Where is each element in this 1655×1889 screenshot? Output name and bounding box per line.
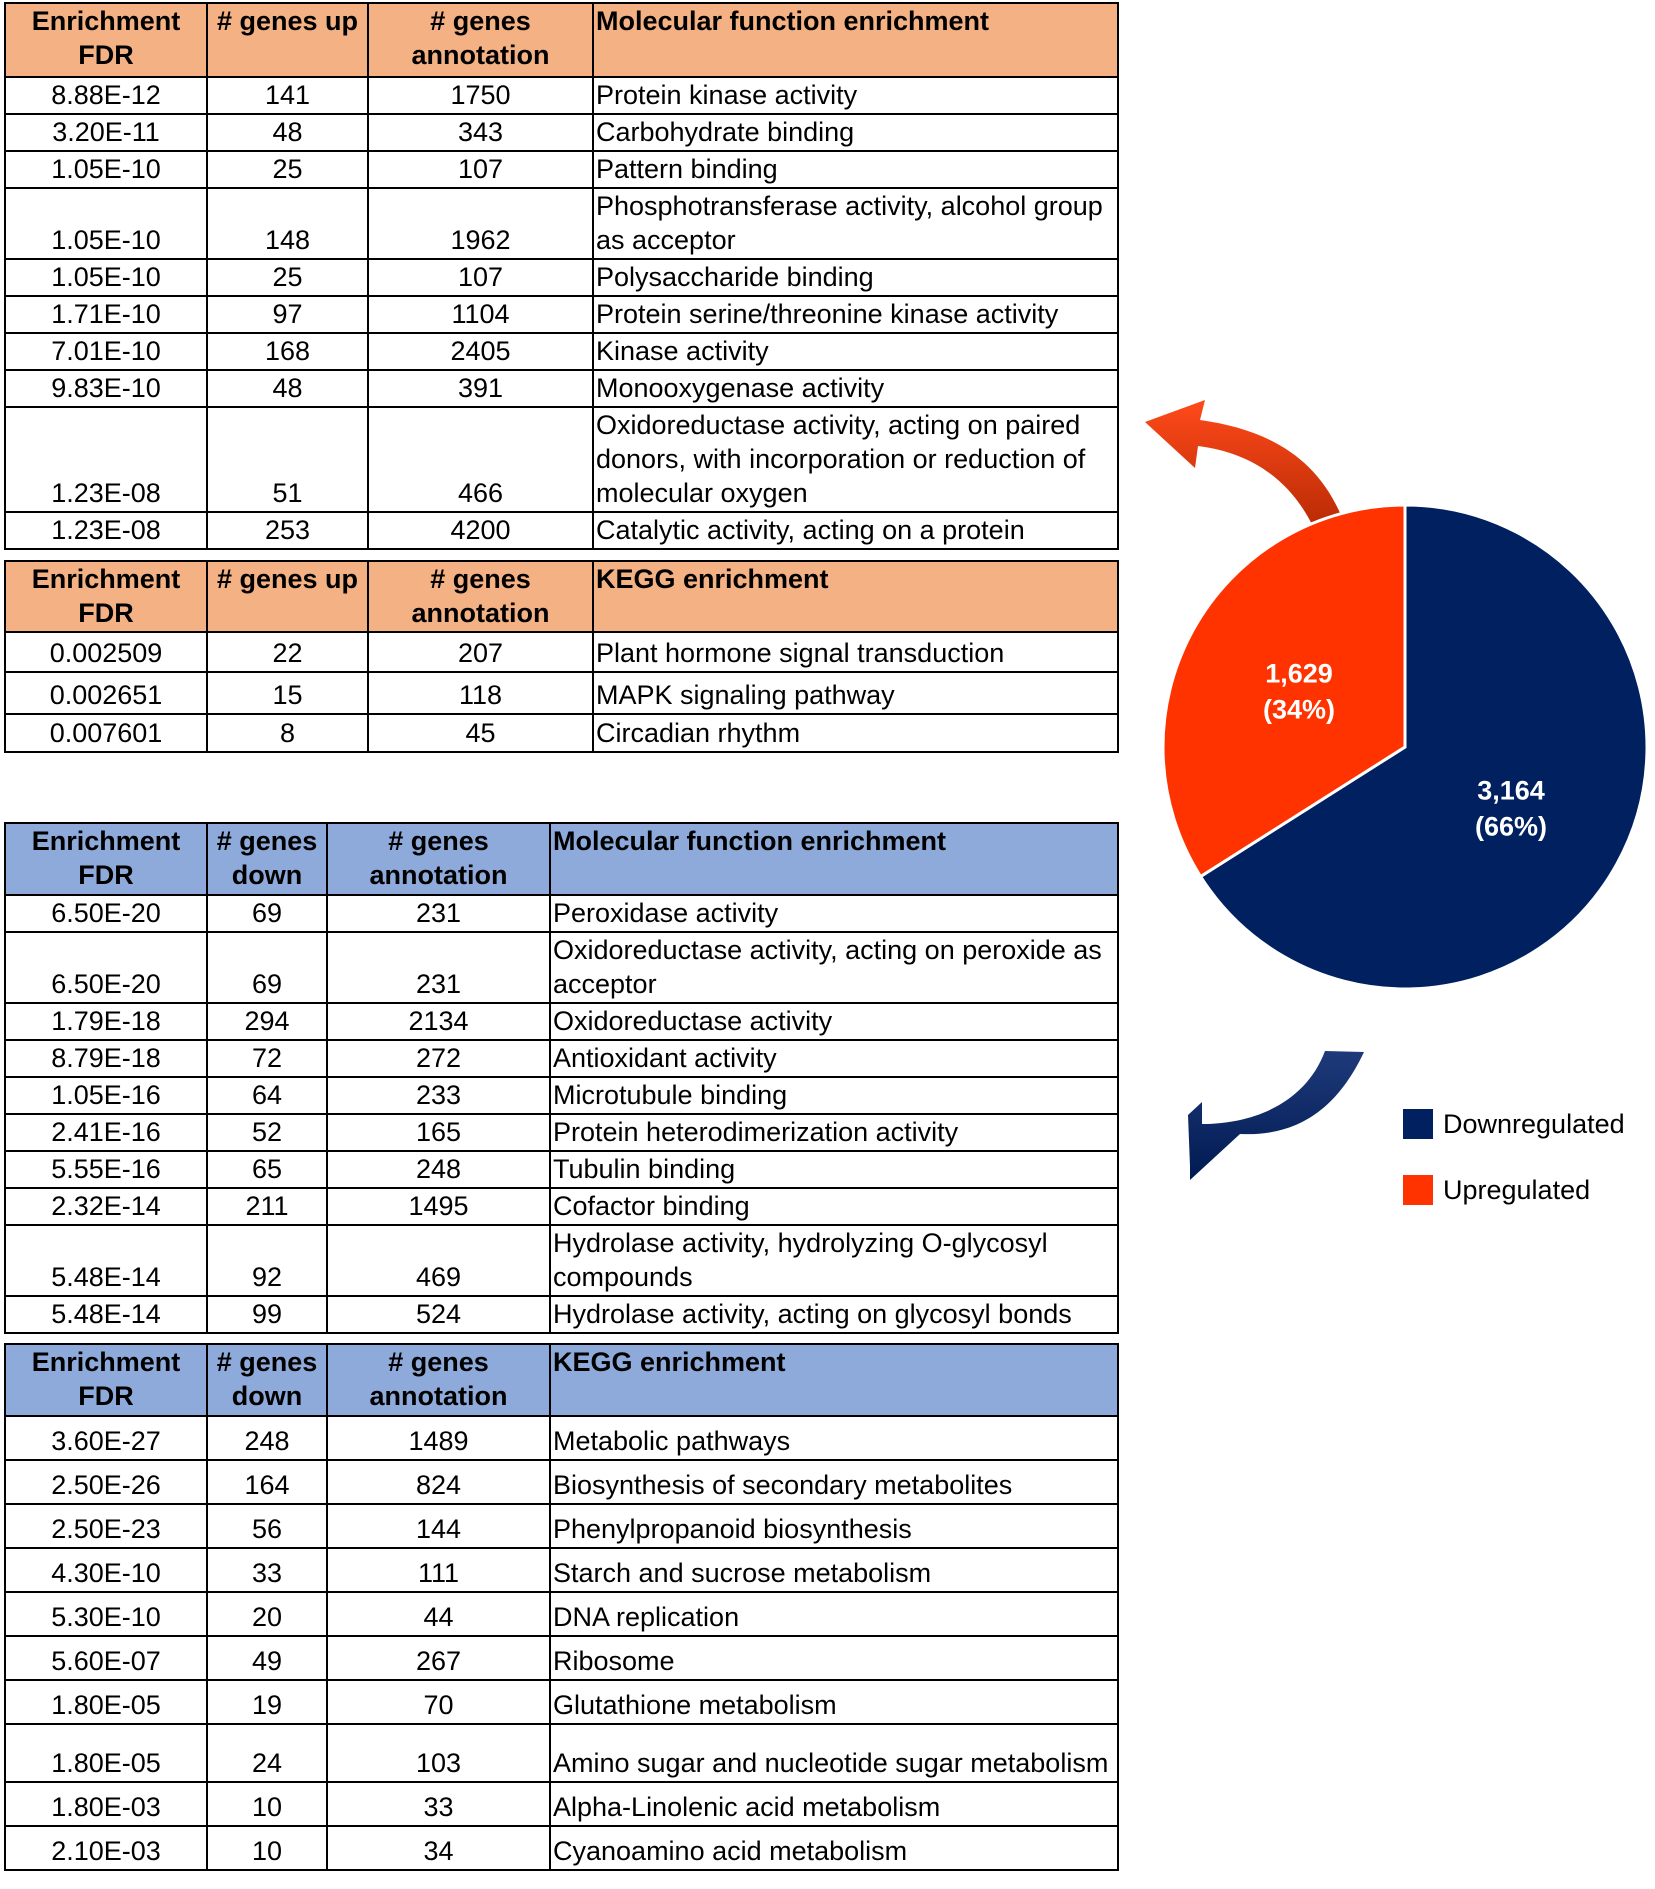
- cell-fdr: 9.83E-10: [5, 370, 207, 407]
- cell-annotation: 70: [327, 1680, 550, 1724]
- header-description: Molecular function enrichment: [550, 823, 1118, 895]
- table-header-row: [5, 3, 1118, 77]
- cell-genes: 92: [207, 1225, 327, 1296]
- cell-genes: 65: [207, 1151, 327, 1188]
- cell-description: Catalytic activity, acting on a protein: [593, 512, 1118, 549]
- header-description: KEGG enrichment: [550, 1344, 1118, 1416]
- table-row: [5, 151, 1118, 188]
- cell-annotation: 1489: [327, 1416, 550, 1460]
- cell-genes: 19: [207, 1680, 327, 1724]
- cell-genes: 148: [207, 188, 368, 259]
- header-fdr: Enrichment FDR: [5, 1344, 207, 1416]
- table-row: [5, 1077, 1118, 1114]
- legend-label-upregulated: Upregulated: [1443, 1175, 1591, 1205]
- cell-description: Phosphotransferase activity, alcohol group as acceptor: [593, 188, 1118, 259]
- header-fdr: Enrichment FDR: [5, 823, 207, 895]
- cell-fdr: 3.60E-27: [5, 1416, 207, 1460]
- cell-description: Ribosome: [550, 1636, 1118, 1680]
- cell-genes: 48: [207, 114, 368, 151]
- cell-description: Amino sugar and nucleotide sugar metabolism: [550, 1724, 1118, 1782]
- cell-description: Tubulin binding: [550, 1151, 1118, 1188]
- cell-annotation: 391: [368, 370, 593, 407]
- cell-fdr: 5.30E-10: [5, 1592, 207, 1636]
- cell-genes: 24: [207, 1724, 327, 1782]
- cell-description: DNA replication: [550, 1592, 1118, 1636]
- header-genes: # genes up: [207, 561, 368, 632]
- cell-annotation: 107: [368, 259, 593, 296]
- table-row: [5, 1296, 1118, 1333]
- pie-label-upregulated-count: 1,629: [1265, 658, 1333, 689]
- cell-fdr: 0.002509: [5, 632, 207, 672]
- header-description: Molecular function enrichment: [593, 3, 1118, 77]
- cell-genes: 25: [207, 259, 368, 296]
- pie-chart: [1120, 380, 1655, 1220]
- cell-annotation: 524: [327, 1296, 550, 1333]
- cell-fdr: 1.79E-18: [5, 1003, 207, 1040]
- cell-fdr: 0.002651: [5, 672, 207, 714]
- table-row: [5, 1504, 1118, 1548]
- cell-genes: 69: [207, 895, 327, 932]
- cell-fdr: 1.05E-10: [5, 188, 207, 259]
- down-mf-table: [4, 822, 1119, 1334]
- up-kegg-table: [4, 560, 1119, 753]
- header-genes: # genes up: [207, 3, 368, 77]
- table-row: [5, 1003, 1118, 1040]
- cell-description: Kinase activity: [593, 333, 1118, 370]
- table-row: [5, 1225, 1118, 1296]
- table-header-row: [5, 823, 1118, 895]
- cell-description: Carbohydrate binding: [593, 114, 1118, 151]
- table-row: [5, 1724, 1118, 1782]
- cell-annotation: 469: [327, 1225, 550, 1296]
- cell-annotation: 111: [327, 1548, 550, 1592]
- table-row: [5, 77, 1118, 114]
- cell-fdr: 2.50E-23: [5, 1504, 207, 1548]
- cell-fdr: 2.50E-26: [5, 1460, 207, 1504]
- cell-fdr: 1.05E-10: [5, 259, 207, 296]
- cell-fdr: 0.007601: [5, 714, 207, 752]
- cell-description: Antioxidant activity: [550, 1040, 1118, 1077]
- cell-fdr: 6.50E-20: [5, 932, 207, 1003]
- cell-genes: 52: [207, 1114, 327, 1151]
- cell-annotation: 343: [368, 114, 593, 151]
- cell-description: Protein heterodimerization activity: [550, 1114, 1118, 1151]
- header-genes: # genes down: [207, 823, 327, 895]
- cell-genes: 8: [207, 714, 368, 752]
- cell-fdr: 1.23E-08: [5, 512, 207, 549]
- table-header-row: [5, 561, 1118, 632]
- cell-genes: 211: [207, 1188, 327, 1225]
- table-row: [5, 932, 1118, 1003]
- table-row: [5, 1548, 1118, 1592]
- header-annotation: # genes annotation: [368, 561, 593, 632]
- cell-fdr: 1.05E-16: [5, 1077, 207, 1114]
- cell-genes: 97: [207, 296, 368, 333]
- cell-genes: 10: [207, 1826, 327, 1870]
- cell-annotation: 272: [327, 1040, 550, 1077]
- down-mf-body: [5, 895, 1118, 1333]
- down-kegg-body: [5, 1416, 1118, 1870]
- cell-annotation: 2405: [368, 333, 593, 370]
- cell-genes: 22: [207, 632, 368, 672]
- cell-annotation: 1495: [327, 1188, 550, 1225]
- table-row: [5, 259, 1118, 296]
- cell-annotation: 231: [327, 895, 550, 932]
- cell-annotation: 231: [327, 932, 550, 1003]
- cell-fdr: 3.20E-11: [5, 114, 207, 151]
- cell-annotation: 1750: [368, 77, 593, 114]
- header-annotation: # genes annotation: [327, 823, 550, 895]
- cell-genes: 99: [207, 1296, 327, 1333]
- pie-label-downregulated-count: 3,164: [1477, 775, 1545, 806]
- table-row: [5, 1188, 1118, 1225]
- cell-genes: 49: [207, 1636, 327, 1680]
- cell-annotation: 2134: [327, 1003, 550, 1040]
- cell-fdr: 5.60E-07: [5, 1636, 207, 1680]
- cell-annotation: 107: [368, 151, 593, 188]
- down-kegg-table: [4, 1343, 1119, 1871]
- cell-description: Biosynthesis of secondary metabolites: [550, 1460, 1118, 1504]
- cell-genes: 69: [207, 932, 327, 1003]
- table-row: [5, 1040, 1118, 1077]
- header-annotation: # genes annotation: [327, 1344, 550, 1416]
- cell-description: Protein kinase activity: [593, 77, 1118, 114]
- cell-description: Hydrolase activity, acting on glycosyl bonds: [550, 1296, 1118, 1333]
- cell-fdr: 1.23E-08: [5, 407, 207, 512]
- cell-description: Polysaccharide binding: [593, 259, 1118, 296]
- legend-swatch-downregulated: [1403, 1109, 1433, 1139]
- table-row: [5, 672, 1118, 714]
- cell-description: Cofactor binding: [550, 1188, 1118, 1225]
- legend-label-downregulated: Downregulated: [1443, 1109, 1625, 1139]
- legend-swatch-upregulated: [1403, 1175, 1433, 1205]
- table-row: [5, 1460, 1118, 1504]
- up-kegg-body: [5, 632, 1118, 752]
- cell-description: Glutathione metabolism: [550, 1680, 1118, 1724]
- cell-fdr: 8.88E-12: [5, 77, 207, 114]
- cell-annotation: 466: [368, 407, 593, 512]
- cell-annotation: 207: [368, 632, 593, 672]
- cell-description: Oxidoreductase activity, acting on peroxide as acceptor: [550, 932, 1118, 1003]
- cell-fdr: 5.48E-14: [5, 1296, 207, 1333]
- cell-fdr: 1.80E-03: [5, 1782, 207, 1826]
- cell-fdr: 6.50E-20: [5, 895, 207, 932]
- cell-fdr: 5.48E-14: [5, 1225, 207, 1296]
- table-row: [5, 512, 1118, 549]
- table-row: [5, 1680, 1118, 1724]
- cell-genes: 10: [207, 1782, 327, 1826]
- header-genes: # genes down: [207, 1344, 327, 1416]
- cell-description: Starch and sucrose metabolism: [550, 1548, 1118, 1592]
- cell-description: Cyanoamino acid metabolism: [550, 1826, 1118, 1870]
- cell-fdr: 8.79E-18: [5, 1040, 207, 1077]
- cell-fdr: 1.05E-10: [5, 151, 207, 188]
- table-row: [5, 188, 1118, 259]
- cell-genes: 168: [207, 333, 368, 370]
- cell-annotation: 1962: [368, 188, 593, 259]
- pie-label-upregulated-percent: (34%): [1262, 694, 1336, 725]
- cell-fdr: 7.01E-10: [5, 333, 207, 370]
- table-row: [5, 407, 1118, 512]
- cell-fdr: 2.32E-14: [5, 1188, 207, 1225]
- cell-genes: 25: [207, 151, 368, 188]
- cell-description: Plant hormone signal transduction: [593, 632, 1118, 672]
- table-row: [5, 895, 1118, 932]
- cell-annotation: 33: [327, 1782, 550, 1826]
- cell-fdr: 4.30E-10: [5, 1548, 207, 1592]
- table-row: [5, 1592, 1118, 1636]
- cell-fdr: 2.41E-16: [5, 1114, 207, 1151]
- cell-description: Metabolic pathways: [550, 1416, 1118, 1460]
- cell-description: Alpha-Linolenic acid metabolism: [550, 1782, 1118, 1826]
- table-row: [5, 632, 1118, 672]
- cell-annotation: 233: [327, 1077, 550, 1114]
- cell-annotation: 4200: [368, 512, 593, 549]
- table-header-row: [5, 1344, 1118, 1416]
- up-mf-table: [4, 2, 1119, 550]
- pie-slices: [1163, 505, 1647, 989]
- cell-fdr: 2.10E-03: [5, 1826, 207, 1870]
- cell-annotation: 103: [327, 1724, 550, 1782]
- header-annotation: # genes annotation: [368, 3, 593, 77]
- cell-genes: 15: [207, 672, 368, 714]
- cell-description: Hydrolase activity, hydrolyzing O-glycosyl compounds: [550, 1225, 1118, 1296]
- cell-genes: 72: [207, 1040, 327, 1077]
- downregulated-arrow: [1188, 1051, 1364, 1180]
- cell-genes: 56: [207, 1504, 327, 1548]
- cell-annotation: 144: [327, 1504, 550, 1548]
- cell-annotation: 1104: [368, 296, 593, 333]
- cell-annotation: 248: [327, 1151, 550, 1188]
- cell-fdr: 5.55E-16: [5, 1151, 207, 1188]
- cell-genes: 141: [207, 77, 368, 114]
- table-row: [5, 1636, 1118, 1680]
- table-row: [5, 296, 1118, 333]
- table-row: [5, 1114, 1118, 1151]
- cell-genes: 33: [207, 1548, 327, 1592]
- cell-genes: 64: [207, 1077, 327, 1114]
- cell-genes: 20: [207, 1592, 327, 1636]
- table-row: [5, 1782, 1118, 1826]
- cell-annotation: 824: [327, 1460, 550, 1504]
- cell-annotation: 267: [327, 1636, 550, 1680]
- cell-annotation: 118: [368, 672, 593, 714]
- table-row: [5, 333, 1118, 370]
- table-row: [5, 1826, 1118, 1870]
- cell-description: Pattern binding: [593, 151, 1118, 188]
- cell-fdr: 1.71E-10: [5, 296, 207, 333]
- cell-annotation: 165: [327, 1114, 550, 1151]
- cell-genes: 294: [207, 1003, 327, 1040]
- cell-description: MAPK signaling pathway: [593, 672, 1118, 714]
- header-description: KEGG enrichment: [593, 561, 1118, 632]
- cell-genes: 253: [207, 512, 368, 549]
- header-fdr: Enrichment FDR: [5, 561, 207, 632]
- cell-annotation: 45: [368, 714, 593, 752]
- cell-description: Phenylpropanoid biosynthesis: [550, 1504, 1118, 1548]
- cell-fdr: 1.80E-05: [5, 1680, 207, 1724]
- table-row: [5, 1151, 1118, 1188]
- cell-description: Oxidoreductase activity, acting on paired donors, with incorporation or reduction of molecular oxygen: [593, 407, 1118, 512]
- cell-description: Oxidoreductase activity: [550, 1003, 1118, 1040]
- cell-description: Microtubule binding: [550, 1077, 1118, 1114]
- cell-description: Monooxygenase activity: [593, 370, 1118, 407]
- cell-fdr: 1.80E-05: [5, 1724, 207, 1782]
- cell-annotation: 34: [327, 1826, 550, 1870]
- cell-description: Peroxidase activity: [550, 895, 1118, 932]
- cell-description: Circadian rhythm: [593, 714, 1118, 752]
- cell-genes: 48: [207, 370, 368, 407]
- cell-genes: 51: [207, 407, 368, 512]
- cell-genes: 164: [207, 1460, 327, 1504]
- pie-label-downregulated-percent: (66%): [1474, 811, 1548, 842]
- table-row: [5, 114, 1118, 151]
- up-mf-body: [5, 77, 1118, 549]
- cell-annotation: 44: [327, 1592, 550, 1636]
- table-row: [5, 370, 1118, 407]
- cell-genes: 248: [207, 1416, 327, 1460]
- header-fdr: Enrichment FDR: [5, 3, 207, 77]
- cell-description: Protein serine/threonine kinase activity: [593, 296, 1118, 333]
- table-row: [5, 1416, 1118, 1460]
- table-row: [5, 714, 1118, 752]
- legend: [1403, 1109, 1625, 1205]
